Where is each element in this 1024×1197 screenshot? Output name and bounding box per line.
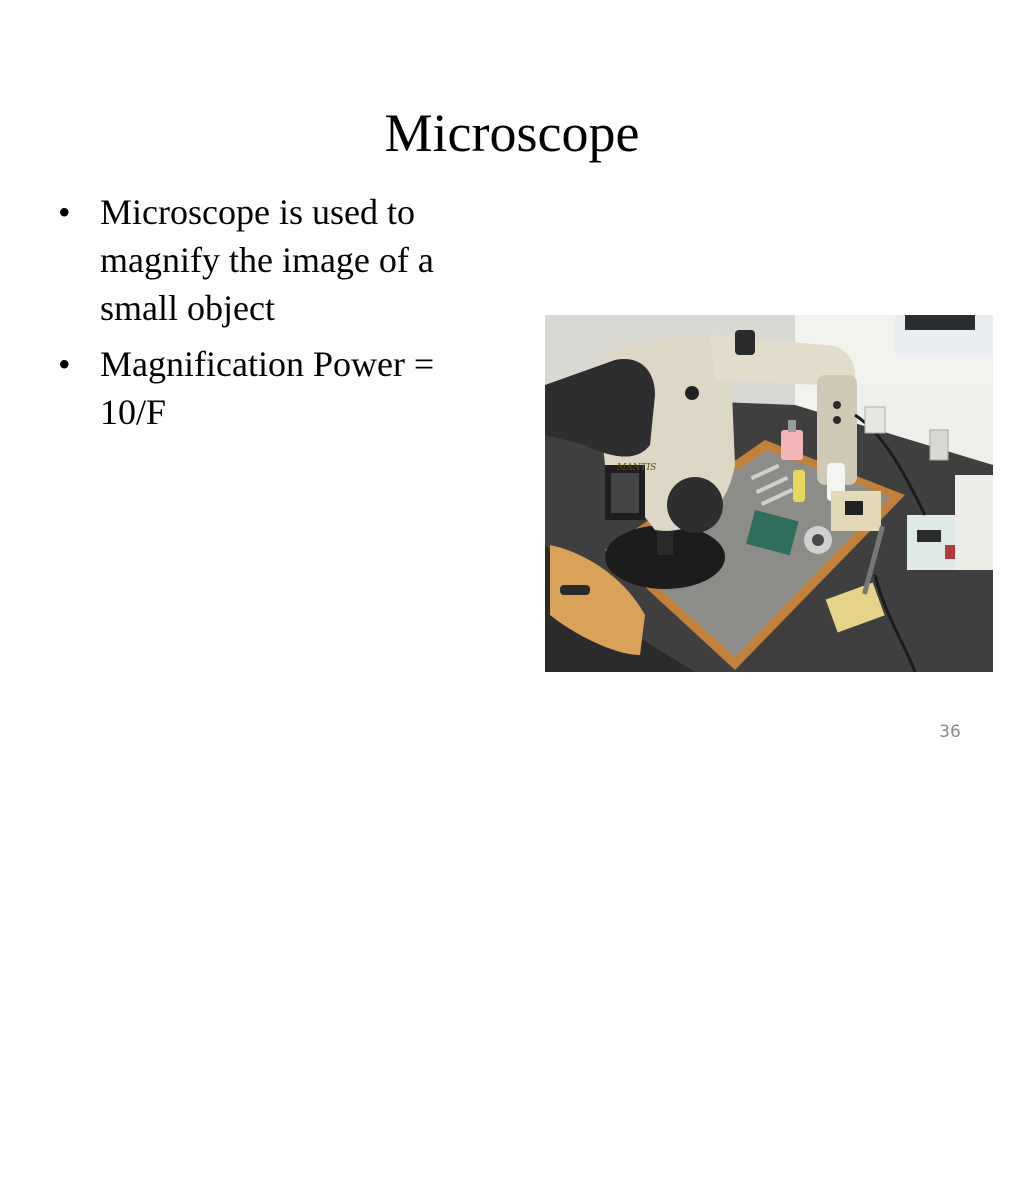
microscope-brand-label: MANTIS xyxy=(617,463,657,473)
bullet-item xyxy=(58,188,488,332)
slide-title: Microscope xyxy=(384,103,640,164)
bullet-icon: • xyxy=(58,192,71,232)
bullet-list xyxy=(58,188,488,444)
bullet-text: Microscope is used to magnify the image of a small object xyxy=(100,192,434,328)
bullet-text: Magnification Power = 10/F xyxy=(100,344,435,432)
bullet-icon: • xyxy=(58,344,71,384)
microscope-workbench-image xyxy=(545,315,993,672)
bullet-item xyxy=(58,340,488,436)
microscope-photo xyxy=(545,315,993,672)
page-number: 36 xyxy=(939,722,961,742)
